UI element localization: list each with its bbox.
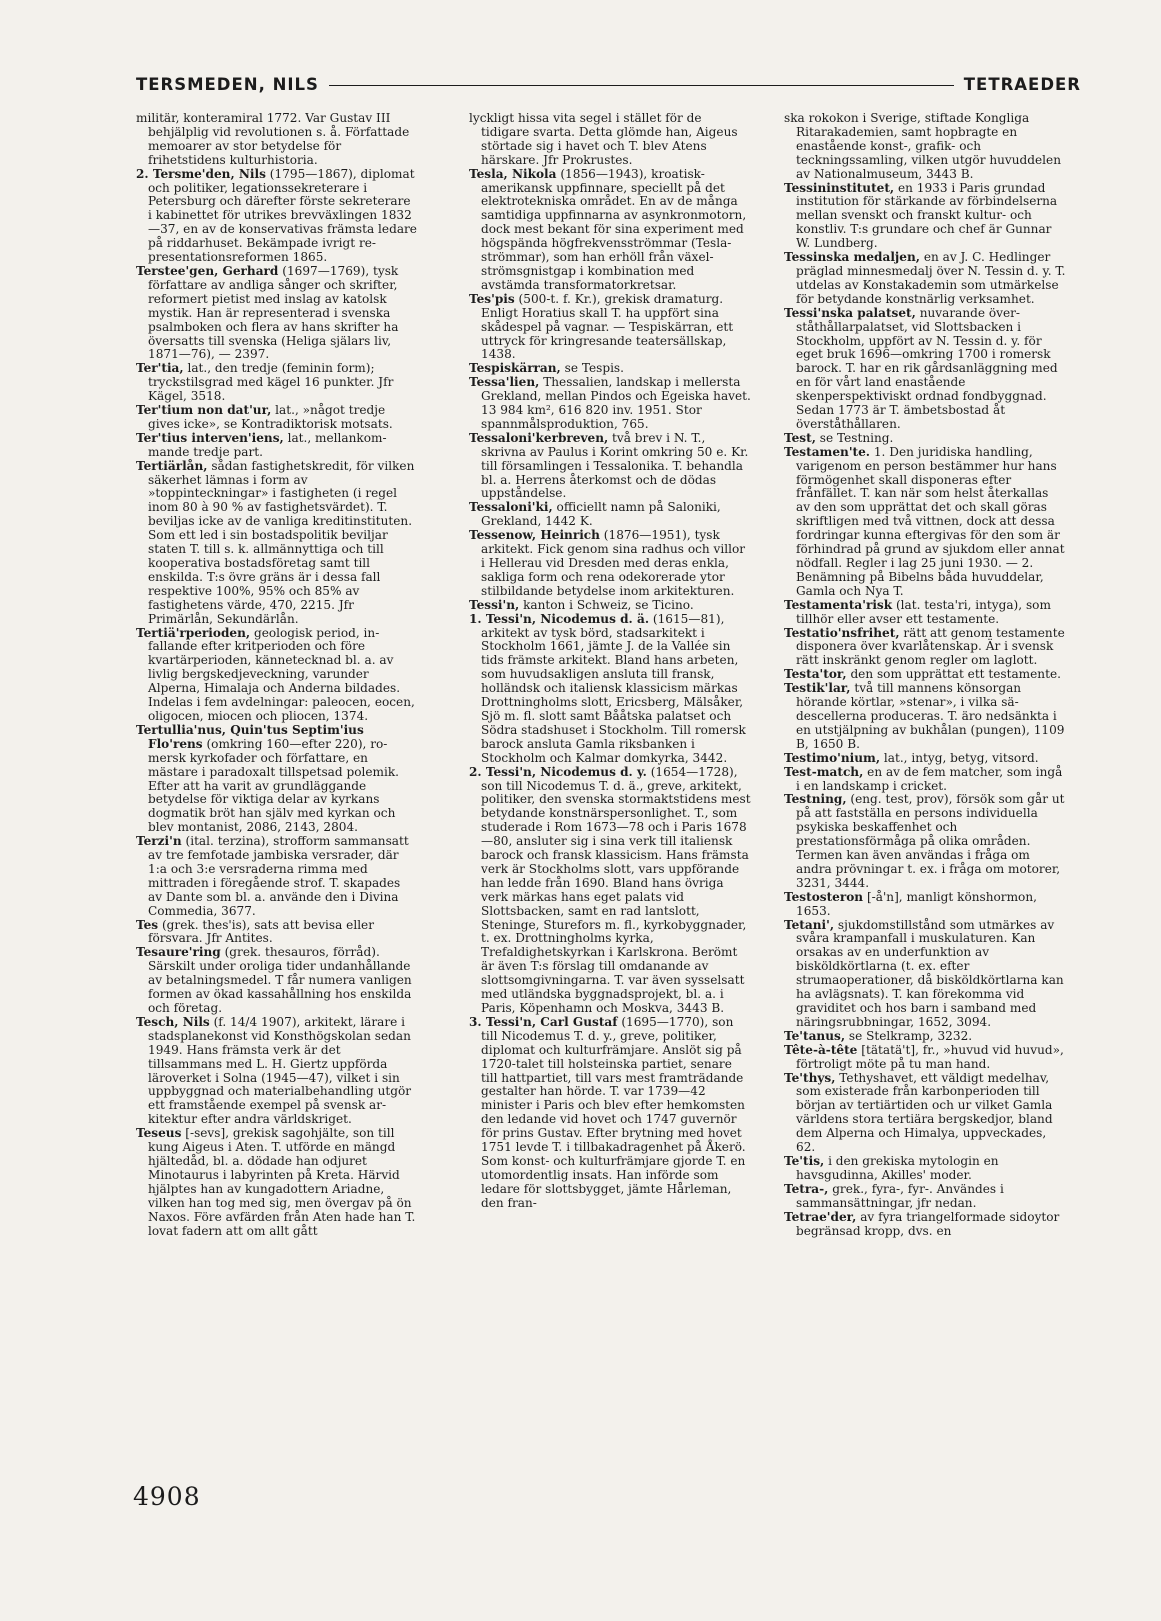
column-1	[136, 112, 418, 1238]
entry-text: se Stelkramp, 3232.	[845, 1028, 973, 1043]
entry-headword: Ter'tium non dat'ur,	[136, 403, 272, 418]
dictionary-entry	[784, 1072, 1066, 1155]
dictionary-entry	[469, 501, 751, 529]
entry-headword: Testosteron	[784, 889, 864, 904]
entry-text: (1697—1769), tysk författare av andliga sånger och skrifter, reformert pietist med inslag av katolsk mystik. Han är representerad i svenska psalmboken och flera av hans skrifter ha översatts till svenska (Heliga själars liv, 1871—76), — 2397.	[148, 263, 399, 362]
entry-headword: Tes	[136, 917, 159, 932]
dictionary-entry	[136, 724, 418, 835]
dictionary-entry	[136, 432, 418, 460]
entry-headword: Tesaure'ring	[136, 945, 221, 960]
dictionary-entry	[469, 599, 751, 613]
dictionary-entry	[136, 404, 418, 432]
entry-text: officiellt namn på Saloniki, Grekland, 1442 K.	[481, 500, 721, 529]
entry-text: (1654—1728), son till Nicodemus T. d. ä., greve, arkitekt, politiker, den svenska stormaktstidens mest betydande konstnärspersonlighet. T., som studerade i Rom 1673—78 och i Paris 1678—80, ansluter sig i sina verk till italiensk barock och fransk klassicism. Hans främsta verk är Stockholms slott, vars uppförande han ledde från 1690. Bland hans övriga verk märkas hans eget palats vid Slottsbacken, samt en rad lantslott, Steninge, Sturefors m. fl., kyrkobyggnader, t. ex. Drottningholms kyrka, Trefaldighetskyrkan i Karlskrona. Berömt är även T:s förslag till omdanande av slottsomgivningarna. T. var även sysselsatt med utländska byggnadsprojekt, bl. a. i Paris, Köpenhamn och Moskva, 3443 B.	[481, 764, 751, 1015]
entry-text: [-å'n], manligt könshormon, 1653.	[796, 889, 1037, 918]
dictionary-entry	[136, 627, 418, 724]
dictionary-entry	[784, 182, 1066, 252]
dictionary-entry	[469, 613, 751, 766]
entry-headword: Tetani',	[784, 917, 835, 932]
dictionary-entry	[784, 682, 1066, 752]
dictionary-entry	[784, 752, 1066, 766]
entry-headword: Te'thys,	[784, 1070, 836, 1085]
entry-headword: Tesch, Nils	[136, 1014, 210, 1029]
dictionary-entry	[469, 293, 751, 363]
entry-headword: Tessaloni'ki,	[469, 500, 553, 515]
header-left-title: TERSMEDEN, NILS	[136, 74, 319, 94]
entry-text: (grek. thesauros, förråd). Särskilt under oroliga tider undanhållande av betalningsmedel. T får numera vanligen formen av ökad kassahållning hos enskilda och företag.	[148, 945, 412, 1015]
entry-headword: Tespiskärran,	[469, 361, 561, 376]
dictionary-entry	[784, 1183, 1066, 1211]
entry-text: sjukdomstillstånd som utmärkes av svåra krampanfall i muskulaturen. Kan orsakas av en underfunktion av bisköldkörtlarna (t. ex. efter strumaoperationer, då bisköldkörtlarna kan ha avlägsnats). T. kan förekomma vid graviditet och hos barn i samband med näringsrubbningar, 1652, 3094.	[796, 917, 1064, 1029]
entry-text: lat., »något tredje gives icke», se Kontradiktorisk motsats.	[148, 403, 393, 431]
dictionary-entry	[469, 529, 751, 599]
entry-text: en av de fem matcher, som ingå i en landskamp i cricket.	[796, 764, 1063, 793]
entry-text: se Testning.	[815, 430, 894, 445]
header-rule	[329, 85, 954, 86]
entry-headword: Tessa'lien,	[469, 375, 540, 390]
entry-text: (grek. thes'is), sats att bevisa eller försvara. Jfr Antites.	[148, 917, 374, 946]
dictionary-entry	[136, 112, 418, 168]
entry-text: (f. 14/4 1907), arkitekt, lärare i stadsplanekonst vid Konsthögskolan sedan 1949. Hans främsta verk är det tillsammans med L. H. Giertz uppförda läroverket i Solna (1945—47), vilket i sin uppbyggnad och materialbehandling utgör ett framstående exempel på svensk arkitektur efter andra världskriget.	[148, 1014, 412, 1127]
entry-headword: Testatio'nsfrihet,	[784, 625, 900, 640]
entry-headword: Tesla, Nikola	[469, 166, 557, 181]
dictionary-entry	[784, 599, 1066, 627]
entry-headword: Testning,	[784, 792, 847, 807]
entry-headword: Ter'tia,	[136, 361, 184, 376]
entry-text: två till mannens könsorgan hörande körtlar, »stenar», i vilka sädescellerna produceras. T. äro nedsänkta i en utstjälpning av bukhålan (pungen), 1109 B, 1650 B.	[796, 681, 1065, 751]
entry-text: militär, konteramiral 1772. Var Gustav III behjälplig vid revolutionen s. å. Författade memoarer av stor betydelse för frihetstidens kulturhistoria.	[136, 111, 410, 167]
dictionary-entry	[784, 1044, 1066, 1072]
entry-headword: 2. Tersme'den, Nils	[136, 166, 266, 181]
dictionary-entry	[784, 1155, 1066, 1183]
entry-text: ska rokokon i Sverige, stiftade Kongliga Ritarakademien, samt hopbragte en enastående konst-, grafik- och teckningssamling, vilken utgör huvuddelen av Nationalmuseum, 3443 B.	[784, 111, 1061, 181]
entry-headword: 2. Tessi'n, Nicodemus d. y.	[469, 764, 647, 779]
dictionary-entry	[784, 112, 1066, 182]
entry-text: (omkring 160—efter 220), romersk kyrkofader och författare, en mästare i paradoxalt tillspetsad polemik. Efter att ha varit av grundläggande betydelse för viktiga delar av kyrkans dogmatik bröt han själv med kyrkan och blev montanist, 2086, 2143, 2804.	[148, 736, 400, 835]
entry-text: geologisk period, infallande efter kritperioden och före kvartärperioden, kännetecknad bl. a. av livlig bergskedjeveckning, varunder Alperna, Himalaja och Anderna bildades. Indelas i fem avdelningar: paleocen, eocen, oligocen, miocen och pliocen, 1374.	[148, 625, 415, 723]
entry-text: den som upprättat ett testamente.	[846, 667, 1061, 682]
dictionary-entry	[469, 432, 751, 502]
entry-headword: Tetrae'der,	[784, 1209, 857, 1224]
entry-text: (1856—1943), kroatisk-amerikansk uppfinnare, speciellt på det elektrotekniska området. En av de många samtidiga uppfinnarna av asynkronmotorn, dock mest bekant för sina experiment med högspända högfrekvensströmmar (Tesla-strömmar), som han erhöll från växelströmsgnistgap i kombination med avstämda transformatorkretsar.	[481, 166, 747, 292]
dictionary-entry	[784, 1211, 1066, 1239]
entry-text: grek., fyra-, fyr-. Användes i sammansättningar, jfr nedan.	[796, 1181, 1004, 1210]
entry-headword: 1. Tessi'n, Nicodemus d. ä.	[469, 611, 650, 626]
entry-headword: Testimo'nium,	[784, 750, 881, 765]
entry-text: (lat. testa'ri, intyga), som tillhör eller avser ett testamente.	[796, 597, 1051, 626]
entry-text: (1795—1867), diplomat och politiker, legationssekreterare i Petersburg och därefter förste sekreterare i kabinettet för utrikes brevväxlingen 1832—37, en av de konservativas främsta ledare på riddarhuset. Bekämpade ivrigt representationsreformen 1865.	[148, 166, 417, 265]
entry-text: (500-t. f. Kr.), grekisk dramaturg. Enligt Horatius skall T. ha uppfört sina skådespel på vagnar. — Tespiskärran, ett uttryck för kringresande teatersällskap, 1438.	[481, 291, 734, 362]
dictionary-entry	[469, 168, 751, 293]
entry-text: (eng. test, prov), försök som går ut på att fastställa en persons individuella psykiska beskaffenhet och prestationsförmåga på olika områden. Termen kan även användas i fråga om andra prövningar t. ex. i fråga om motorer, 3231, 3444.	[796, 792, 1065, 890]
entry-text: en av J. C. Hedlinger präglad minnesmedalj över N. Tessin d. y. T. utdelas av Konstakademin som utmärkelse för betydande konstnärlig verksamhet.	[796, 250, 1066, 306]
dictionary-entry	[136, 946, 418, 1016]
entry-headword: Testamen'te.	[784, 444, 871, 459]
entry-headword: Tertullia'nus, Quin'tus Septim'ius Flo'rens	[136, 722, 364, 751]
page-number: 4908	[133, 1482, 201, 1511]
entry-text: se Tespis.	[560, 361, 624, 376]
entry-text: två brev i N. T., skrivna av Paulus i Korint omkring 50 e. Kr. till församlingen i Tessalonika. T. behandla bl. a. Herrens återkomst och de dödas uppståndelse.	[481, 430, 749, 501]
entry-headword: Te'tanus,	[784, 1028, 846, 1043]
entry-text: lat., mellankommande tredje part.	[148, 430, 387, 459]
entry-headword: Ter'tius interven'iens,	[136, 430, 284, 445]
entry-headword: 3. Tessi'n, Carl Gustaf	[469, 1014, 618, 1029]
entry-text: (1695—1770), son till Nicodemus T. d. y., greve, politiker, diplomat och kulturfrämjare. Anslöt sig på 1720-talet till holsteinska partiet, senare till hattpartiet, till vars mest framträdande gestalter han hörde. T. var 1739—42 minister i Paris och blev efter hemkomsten den ledande vid hovet och 1747 guvernör för prins Gustav. Efter brytning med hovet 1751 levde T. i tillbakadragenhet på Åkerö. Som konst- och kulturfrämjare gjorde T. en utomordentlig insats. Han införde som ledare för slottsbygget, jämte Hårleman, den fran-	[481, 1014, 746, 1210]
dictionary-entry	[784, 307, 1066, 432]
header-right-title: TETRAEDER	[963, 74, 1081, 94]
entry-text: [tätatä't], fr., »huvud vid huvud», förtroligt möte på tu man hand.	[796, 1042, 1064, 1071]
entry-headword: Tes'pis	[469, 291, 515, 306]
entry-headword: Teseus	[136, 1126, 182, 1141]
dictionary-entry	[784, 627, 1066, 669]
dictionary-entry	[784, 766, 1066, 794]
entry-headword: Testik'lar,	[784, 681, 851, 696]
entry-text: sådan fastighetskredit, för vilken säkerhet lämnas i form av »toppinteckningar» i fastigheten (i regel inom 80 à 90 % av fastighetsvärdet). T. beviljas icke av de vanliga kreditinstituten. Som ett led i sin bostadspolitik beviljar staten T. till s. k. allmännyttiga och till kooperativa bostadsföretag samt till enskilda. T:s övre gräns är i dessa fall respektive 100%, 95% och 85% av fastighetens värde, 470, 2215. Jfr Primärlån, Sekundärlån.	[148, 458, 415, 626]
running-header	[136, 72, 1081, 96]
entry-text: (ital. terzina), strofform sammansatt av tre femfotade jambiska versrader, där 1:a och 3:e versraderna rimma med mittraden i föregående strof. T. skapades av Dante som bl. a. använde den i Divina Commedia, 3677.	[148, 834, 409, 918]
entry-text: nuvarande överståthållarpalatset, vid Slottsbacken i Stockholm, uppfört av N. Tessin d. y. för eget bruk 1696—omkring 1700 i romersk barock. T. har en rik gårdsanläggning med en för vårt land enastående skenperspektiviskt ordnad fondbyggnad. Sedan 1773 är T. ämbetsbostad åt överståthållaren.	[796, 305, 1058, 431]
entry-headword: Tessi'nska palatset,	[784, 305, 916, 320]
dictionary-entry	[469, 1016, 751, 1211]
entry-text: kanton i Schweiz, se Ticino.	[519, 597, 694, 612]
entry-headword: Terzi'n	[136, 834, 182, 849]
dictionary-entry	[469, 112, 751, 168]
entry-text: [-sevs], grekisk sagohjälte, son till kung Aigeus i Aten. T. utförde en mängd hjältedåd, bl. a. dödade han odjuret Minotaurus i labyrinten på Kreta. Härvid hjälptes han av kungadottern Ariadne, vilken han tog med sig, men övergav på ön Naxos. Före avfärden från Aten hade han T. lovat fadern att om allt gått	[148, 1126, 416, 1238]
dictionary-entry	[136, 1016, 418, 1127]
dictionary-entry	[136, 1127, 418, 1238]
dictionary-entry	[136, 919, 418, 947]
entry-text: i den grekiska mytologin en havsgudinna, Akilles' moder.	[796, 1153, 999, 1182]
dictionary-entry	[784, 1030, 1066, 1044]
entry-headword: Test,	[784, 430, 816, 445]
entry-text: lat., den tredje (feminin form); tryckstilsgrad med kägel 16 punkter. Jfr Kägel, 3518.	[148, 361, 394, 404]
column-2	[469, 112, 751, 1211]
column-3	[784, 112, 1066, 1238]
dictionary-entry	[469, 362, 751, 376]
dictionary-entry	[784, 891, 1066, 919]
entry-headword: Tessi'n,	[469, 597, 520, 612]
entry-text: (1615—81), arkitekt av tysk börd, stadsarkitekt i Stockholm 1661, jämte J. de la Vallée sin tids främste arkitekt. Bland hans arbeten, som huvudsakligen ansluta till fransk, holländsk och italiensk klassicism märkas Drottningholms slott, Ericsberg, Mälsåker, Sjö m. fl. slott samt Bååtska palatset och Södra stadshuset i Stockholm. Till romersk barock ansluta Gamla riksbanken i Stockholm och Kalmar domkyrka, 3442.	[481, 611, 746, 765]
entry-text: (1876—1951), tysk arkitekt. Fick genom sina radhus och villor i Hellerau vid Dresden med deras enkla, sakliga form och rena odekorerade ytor stilbildande betydelse inom arkitekturen.	[481, 528, 746, 598]
entry-headword: Tetra-,	[784, 1181, 829, 1196]
entry-text: Tethyshavet, ett väldigt medelhav, som existerade från karbonperioden till början av tertiärtiden och ur vilket Gamla världens stora tertiära bergskedjor, bland dem Alperna och Himalya, uppveckades, 62.	[796, 1070, 1053, 1155]
entry-headword: Tessininstitutet,	[784, 180, 895, 195]
entry-text: av fyra triangelformade sidoytor begränsad kropp, dvs. en	[796, 1209, 1060, 1238]
dictionary-entry	[136, 168, 418, 265]
dictionary-entry	[469, 766, 751, 1016]
dictionary-entry	[784, 919, 1066, 1030]
entry-headword: Te'tis,	[784, 1153, 825, 1168]
dictionary-entry	[784, 793, 1066, 890]
dictionary-entry	[784, 251, 1066, 307]
entry-headword: Tertiä'rperioden,	[136, 625, 251, 640]
dictionary-entry	[469, 376, 751, 432]
entry-text: 1. Den juridiska handling, varigenom en person bestämmer hur hans förmögenhet skall disponeras efter frånfället. T. kan när som helst återkallas av den som upprättat det och skall göras skriftligen med två vittnen, dock att dessa fordringar kunna eftergivas för den som är förhindrad på grund av sjukdom eller annat nödfall. Regler i lag 25 juni 1930. — 2. Benämning på Bibelns båda huvuddelar, Gamla och Nya T.	[796, 444, 1065, 598]
entry-headword: Tertiärlån,	[136, 458, 208, 473]
entry-text: Thessalien, landskap i mellersta Grekland, mellan Pindos och Egeiska havet. 13 984 km², 616 820 inv. 1951. Stor spannmålsproduktion, 765.	[481, 375, 751, 431]
entry-headword: Tessenow, Heinrich	[469, 528, 600, 543]
dictionary-entry	[784, 446, 1066, 599]
entry-text: lat., intyg, betyg, vitsord.	[880, 750, 1039, 765]
dictionary-entry	[784, 432, 1066, 446]
entry-text: en 1933 i Paris grundad institution för stärkande av förbindelserna mellan svenskt och franskt kultur- och konstliv. T:s grundare och chef är Gunnar W. Lundberg.	[796, 180, 1058, 251]
entry-headword: Tête-à-tête	[784, 1042, 858, 1057]
entry-headword: Terstee'gen, Gerhard	[136, 263, 279, 278]
entry-headword: Tessaloni'kerbreven,	[469, 430, 609, 445]
entry-headword: Testamenta'risk	[784, 597, 893, 612]
entry-text: lyckligt hissa vita segel i stället för de tidigare svarta. Detta glömde han, Aigeus störtade sig i havet och T. blev Atens härskare. Jfr Prokrustes.	[469, 111, 738, 167]
entry-headword: Test-match,	[784, 764, 864, 779]
entry-headword: Testa'tor,	[784, 667, 847, 682]
dictionary-entry	[136, 362, 418, 404]
entry-headword: Tessinska medaljen,	[784, 250, 920, 265]
dictionary-entry	[136, 835, 418, 918]
dictionary-entry	[136, 265, 418, 362]
entry-text: rätt att genom testamente disponera över kvarlåtenskap. Är i svensk rätt inskränkt genom regler om laglott.	[796, 625, 1065, 668]
dictionary-entry	[136, 460, 418, 627]
